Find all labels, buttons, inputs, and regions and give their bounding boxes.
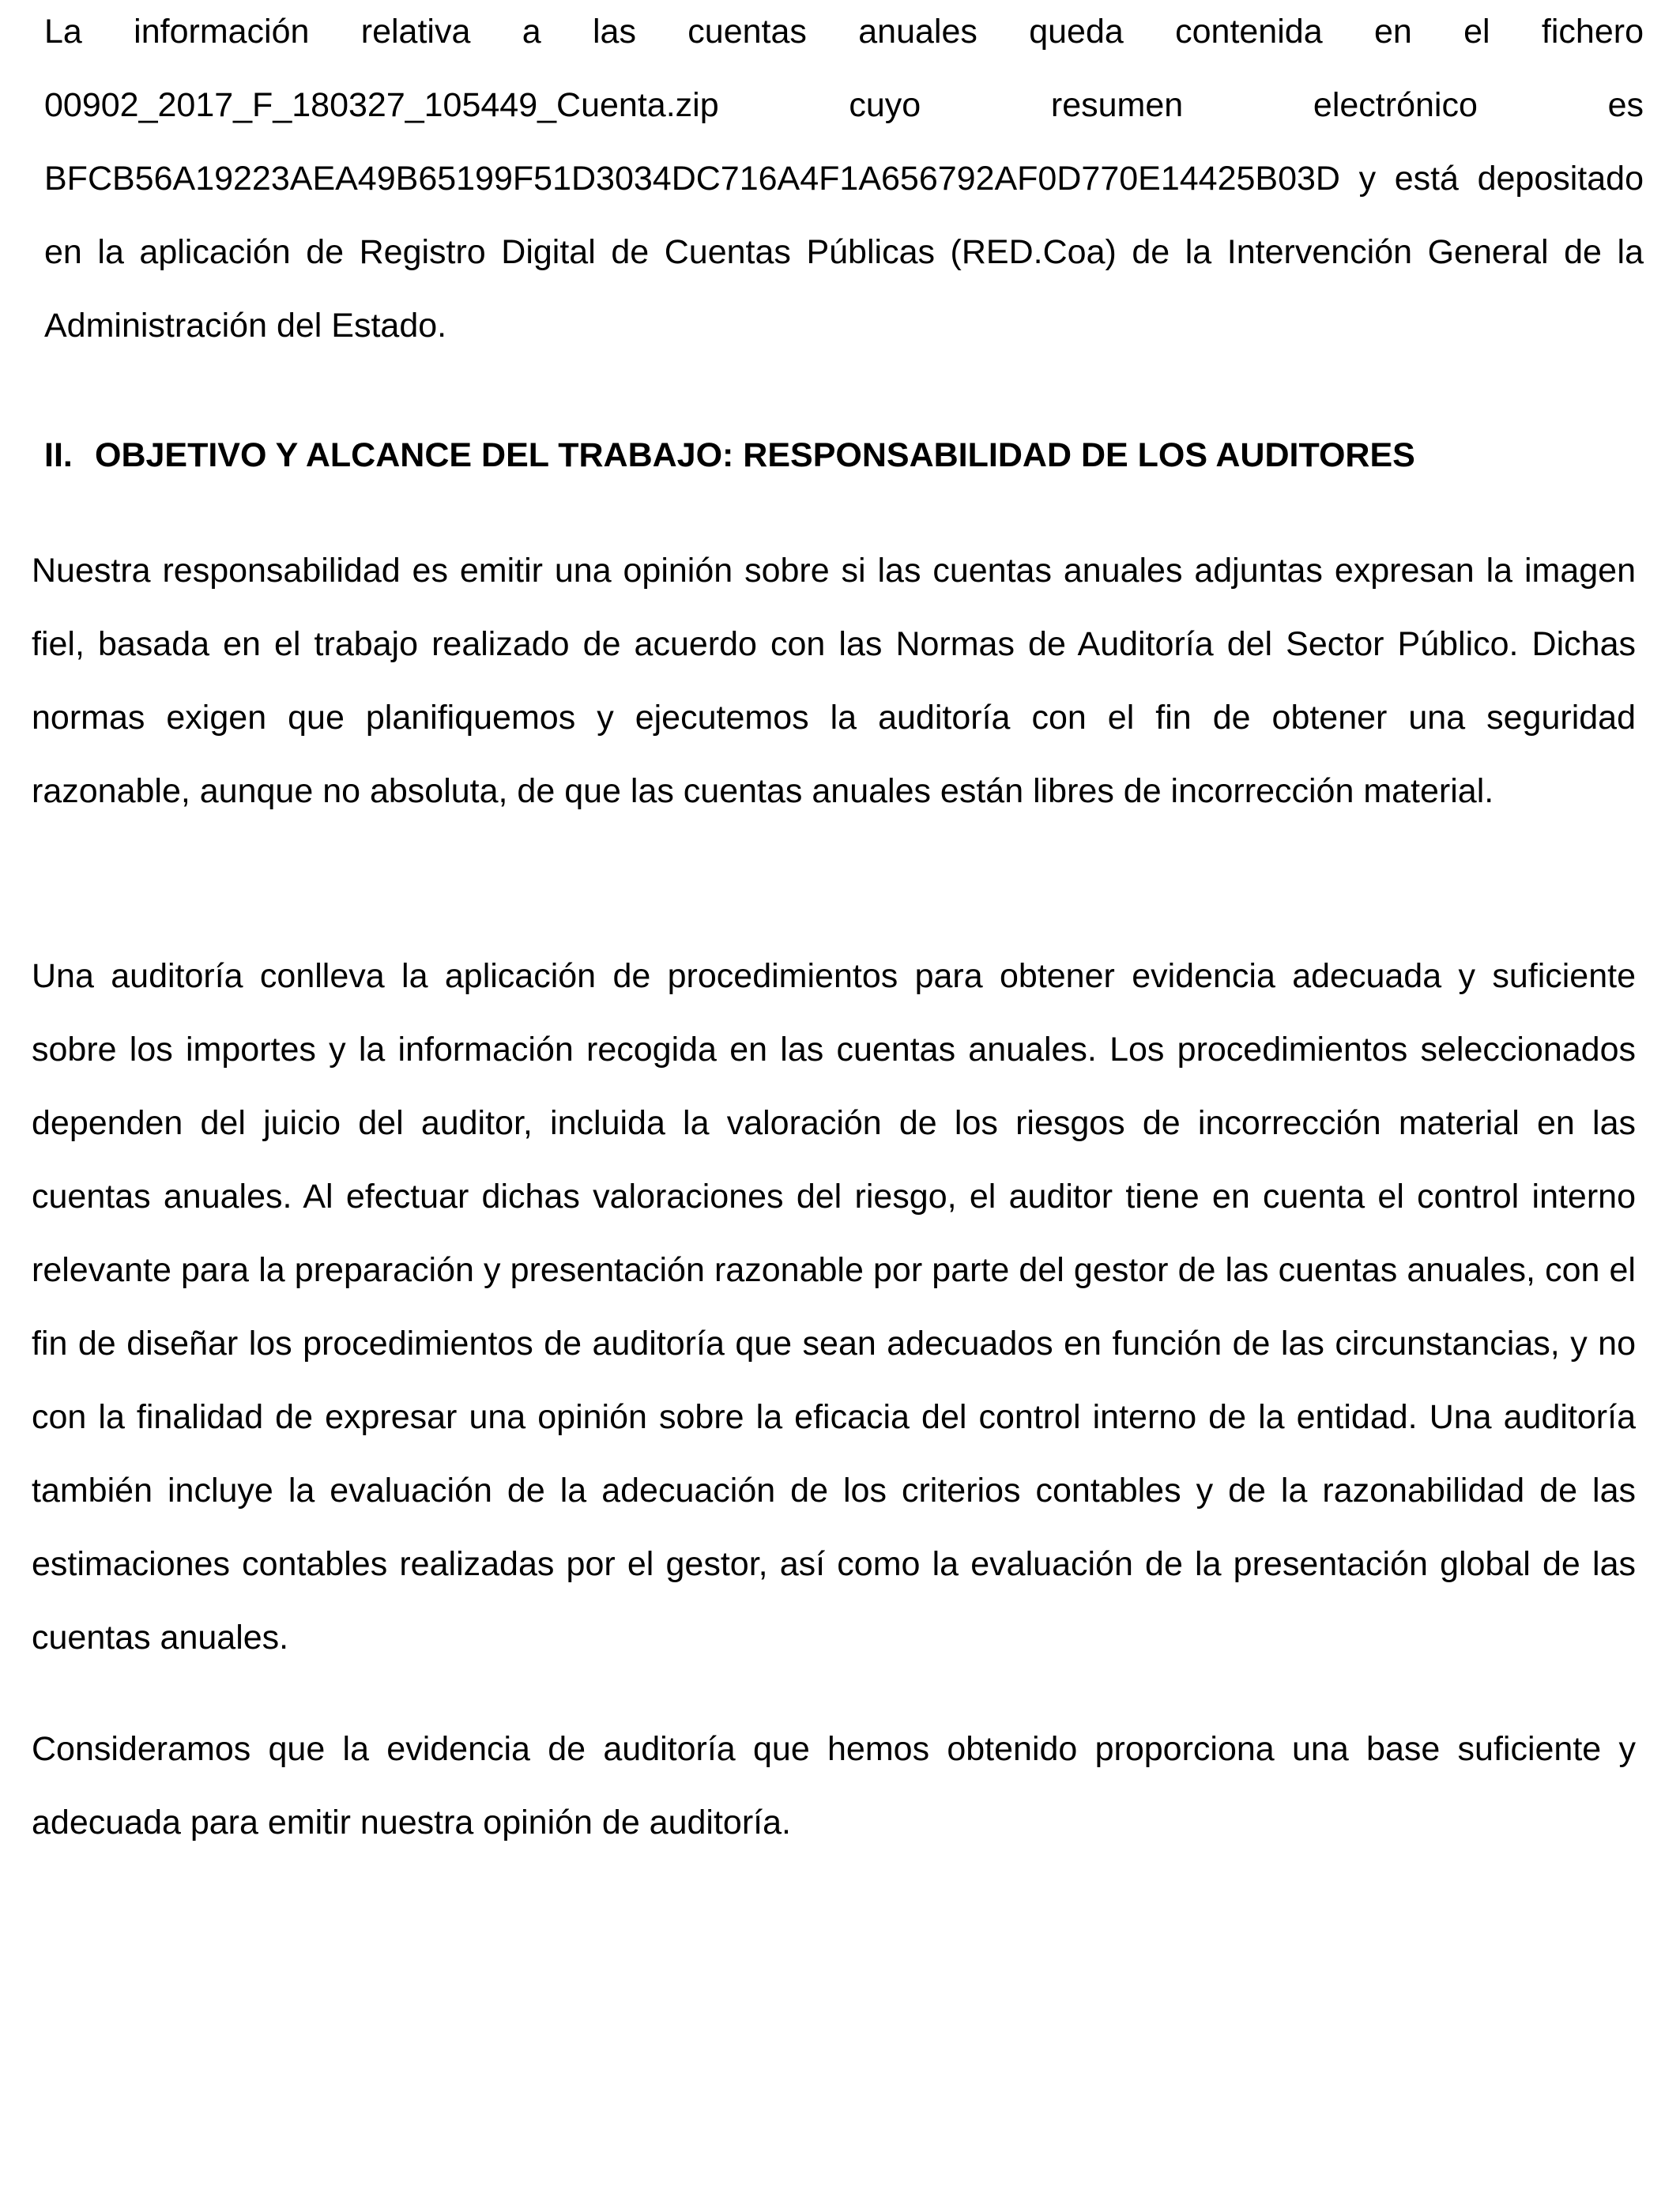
intro-paragraph: La información relativa a las cuentas anuales queda contenida en el fichero 00902_2017_F_180327_105449_Cuenta.zip cuyo resumen electrónico es BFCB56A19223AEA49B65199F51D3034DC716A4F1A656792AF0D770E14425B03D y está depositado en la aplicación de Registro Digital de Cuentas Públicas (RED.Coa) de la Intervención General de la Administración del Estado. — [44, 13, 1644, 345]
section-heading — [44, 422, 1415, 488]
section-number: II. — [44, 436, 73, 474]
paragraph-conclusion: Consideramos que la evidencia de auditoría que hemos obtenido proporciona una base suficiente y adecuada para emitir nuestra opinión de auditoría. — [32, 1730, 1636, 1842]
section-title: OBJETIVO Y ALCANCE DEL TRABAJO: RESPONSABILIDAD DE LOS AUDITORES — [95, 436, 1415, 474]
paragraph-responsabilidad: Nuestra responsabilidad es emitir una opinión sobre si las cuentas anuales adjuntas expresan la imagen fiel, basada en el trabajo realizado de acuerdo con las Normas de Auditoría del Sector Público. Dichas normas exigen que planifiquemos y ejecutemos la auditoría con el fin de obtener una seguridad razonable, aunque no absoluta, de que las cuentas anuales están libres de incorrección material. — [32, 552, 1636, 810]
paragraph-procedimientos: Una auditoría conlleva la aplicación de procedimientos para obtener evidencia adecuada y suficiente sobre los importes y la información recogida en las cuentas anuales. Los procedimientos seleccionados dependen del juicio del auditor, incluida la valoración de los riesgos de incorrección material en las cuentas anuales. Al efectuar dichas valoraciones del riesgo, el auditor tiene en cuenta el control interno relevante para la preparación y presentación razonable por parte del gestor de las cuentas anuales, con el fin de diseñar los procedimientos de auditoría que sean adecuados en función de las circunstancias, y no con la finalidad de expresar una opinión sobre la eficacia del control interno de la entidad. Una auditoría también incluye la evaluación de la adecuación de los criterios contables y de la razonabilidad de las estimaciones contables realizadas por el gestor, así como la evaluación de la presentación global de las cuentas anuales. — [32, 957, 1636, 1657]
